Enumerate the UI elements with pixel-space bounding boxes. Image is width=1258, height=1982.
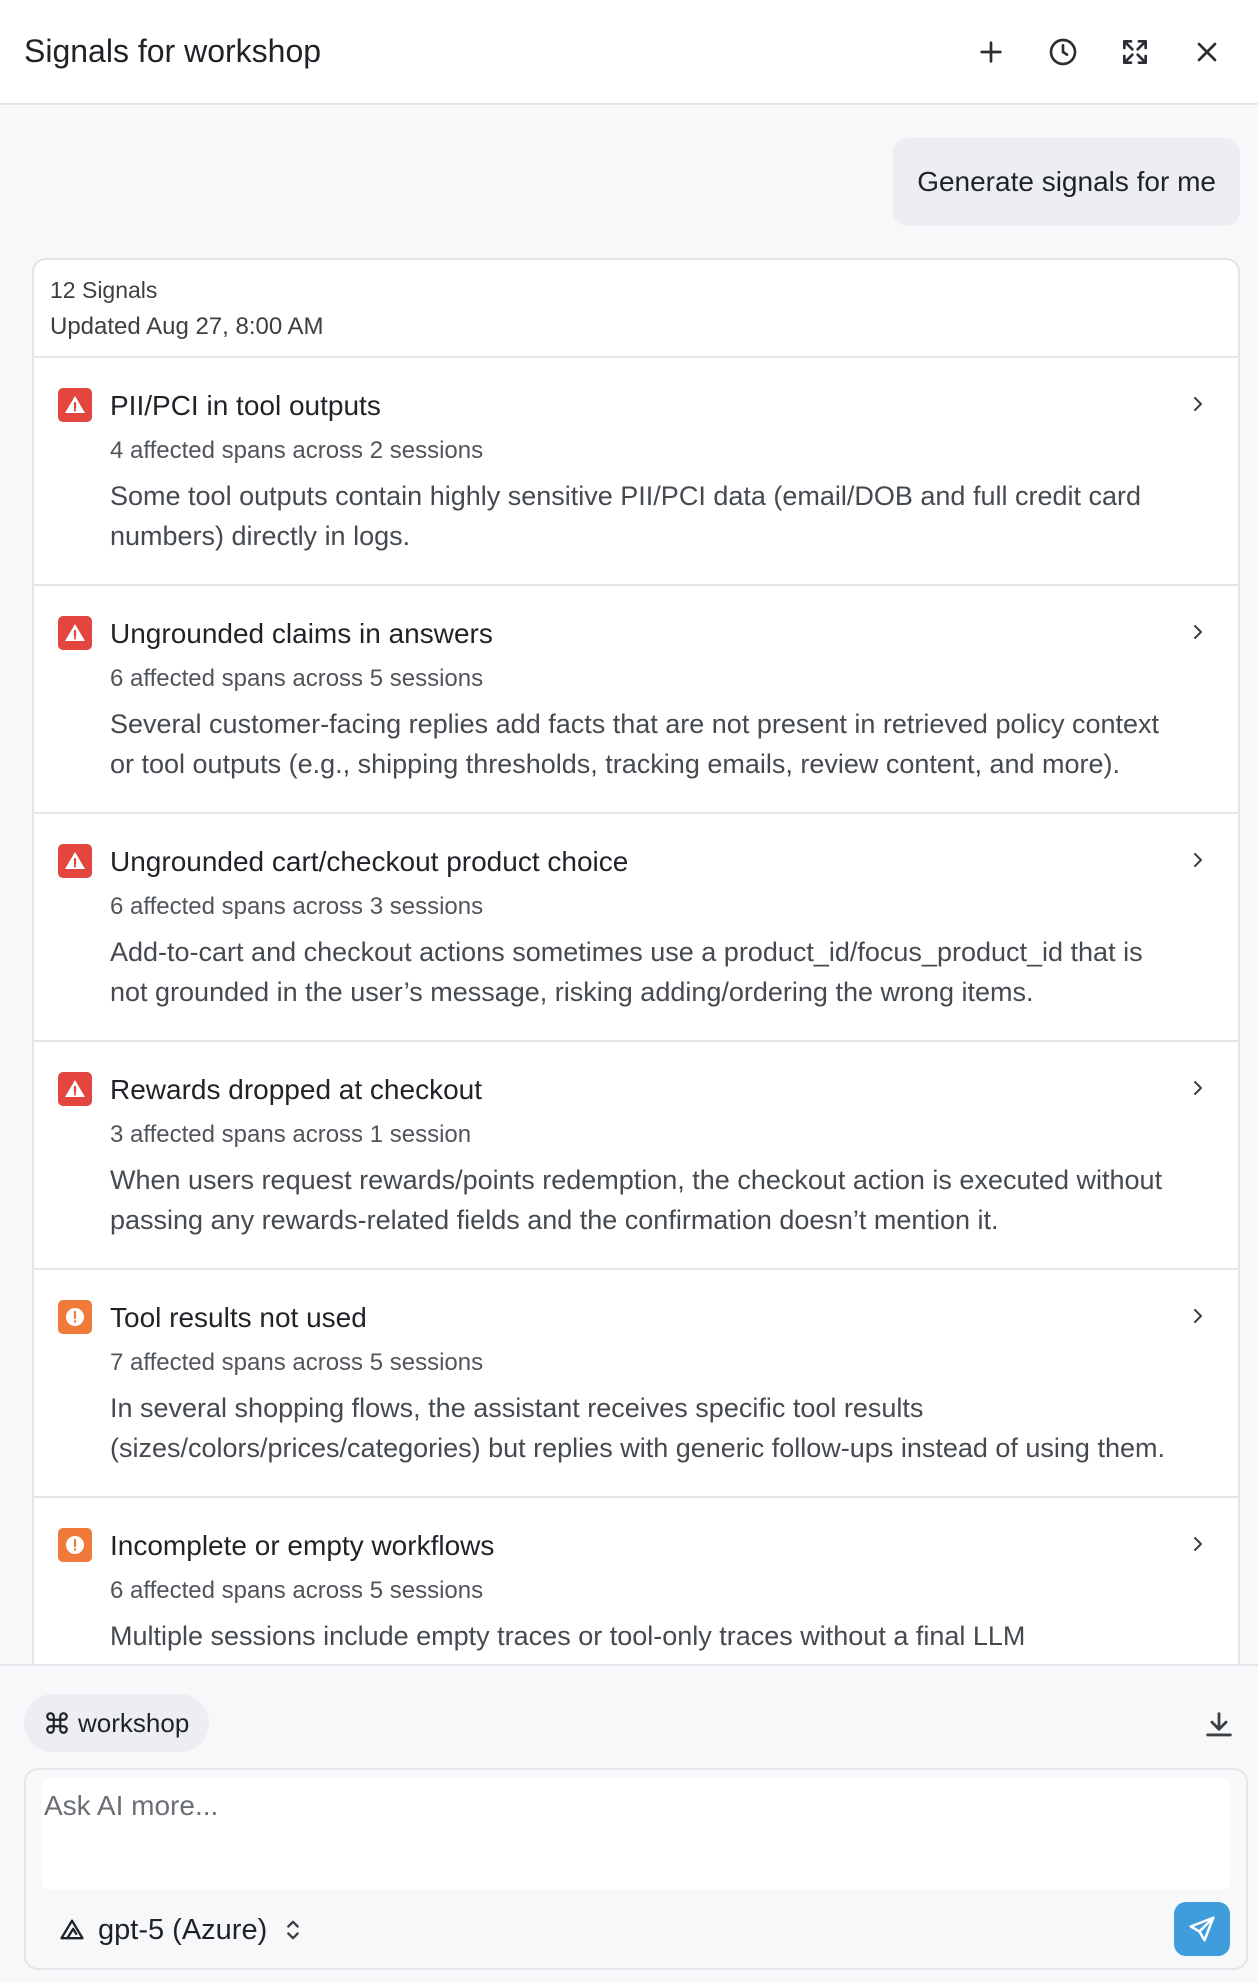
signals-summary — [34, 260, 1238, 358]
signal-meta: 4 affected spans across 2 sessions — [110, 437, 484, 464]
ask-ai-input[interactable] — [42, 1778, 1230, 1890]
expand-button[interactable] — [1112, 29, 1158, 75]
critical-alert-icon — [58, 388, 92, 422]
model-name: gpt-5 (Azure) — [98, 1913, 268, 1946]
context-chip-label: workshop — [78, 1707, 190, 1738]
close-icon — [1191, 36, 1223, 68]
header-actions — [968, 29, 1230, 75]
signals-count: 12 Signals — [50, 277, 158, 303]
chevron-right-icon — [1186, 848, 1210, 872]
signal-description: Add-to-cart and checkout actions sometimes use a product_id/focus_product_id that is not grounded in the user’s message, risking adding/ordering the wrong items. — [110, 937, 1143, 1007]
send-button[interactable] — [1174, 1902, 1230, 1956]
composer — [24, 1768, 1248, 1970]
signal-item[interactable] — [34, 1270, 1238, 1498]
chevron-up-down-icon — [279, 1916, 307, 1944]
signal-item[interactable] — [34, 1498, 1238, 1664]
signal-item[interactable] — [34, 814, 1238, 1042]
signal-meta: 6 affected spans across 5 sessions — [110, 1577, 484, 1604]
model-selector[interactable] — [58, 1908, 307, 1952]
signal-meta: 7 affected spans across 5 sessions — [110, 1349, 484, 1376]
chat-footer — [0, 1664, 1258, 1982]
chevron-right-icon — [1186, 1076, 1210, 1100]
signal-description: Multiple sessions include empty traces or tool-only traces without a final LLM — [110, 1621, 1026, 1651]
plus-icon — [975, 36, 1007, 68]
signal-description: Several customer-facing replies add facts that are not present in retrieved policy context or tool outputs (e.g., shipping thresholds, tracking emails, review content, and more). — [110, 709, 1160, 779]
download-icon[interactable] — [1202, 1708, 1236, 1742]
signal-item[interactable] — [34, 586, 1238, 814]
close-button[interactable] — [1184, 29, 1230, 75]
signal-title: PII/PCI in tool outputs — [110, 390, 381, 421]
expand-icon — [1119, 36, 1151, 68]
signal-meta: 6 affected spans across 5 sessions — [110, 665, 484, 692]
critical-alert-icon — [58, 844, 92, 878]
warning-alert-icon — [58, 1300, 92, 1334]
signal-title: Incomplete or empty workflows — [110, 1530, 495, 1561]
new-chat-button[interactable] — [968, 29, 1014, 75]
page-title: Signals for workshop — [24, 33, 322, 69]
chevron-right-icon — [1186, 1532, 1210, 1556]
signal-title: Tool results not used — [110, 1302, 367, 1333]
signal-meta: 6 affected spans across 3 sessions — [110, 893, 484, 920]
command-icon — [44, 1710, 70, 1736]
critical-alert-icon — [58, 616, 92, 650]
chevron-right-icon — [1186, 392, 1210, 416]
send-icon — [1187, 1914, 1217, 1944]
signal-item[interactable] — [34, 1042, 1238, 1270]
signal-meta: 3 affected spans across 1 session — [110, 1121, 472, 1148]
panel-header — [0, 0, 1258, 105]
signal-title: Ungrounded cart/checkout product choice — [110, 846, 629, 877]
context-chip[interactable] — [24, 1694, 209, 1752]
history-icon — [1047, 36, 1079, 68]
user-message-bubble: Generate signals for me — [893, 138, 1240, 226]
signal-description: In several shopping flows, the assistant receives specific tool results (sizes/colors/prices/categories) but replies with generic follow-ups instead of using them. — [110, 1393, 1165, 1463]
signal-title: Rewards dropped at checkout — [110, 1074, 482, 1105]
signal-title: Ungrounded claims in answers — [110, 618, 493, 649]
history-button[interactable] — [1040, 29, 1086, 75]
signal-item[interactable] — [34, 358, 1238, 586]
warning-alert-icon — [58, 1528, 92, 1562]
signals-updated-time: Updated Aug 27, 8:00 AM — [50, 313, 324, 340]
chevron-right-icon — [1186, 620, 1210, 644]
signals-card — [32, 258, 1240, 1664]
model-logo-icon — [58, 1916, 86, 1944]
signal-description: When users request rewards/points redemption, the checkout action is executed without passing any rewards-related fields and the confirmation doesn’t mention it. — [110, 1165, 1163, 1235]
signal-description: Some tool outputs contain highly sensitive PII/PCI data (email/DOB and full credit card numbers) directly in logs. — [110, 481, 1142, 551]
chevron-right-icon — [1186, 1304, 1210, 1328]
critical-alert-icon — [58, 1072, 92, 1106]
